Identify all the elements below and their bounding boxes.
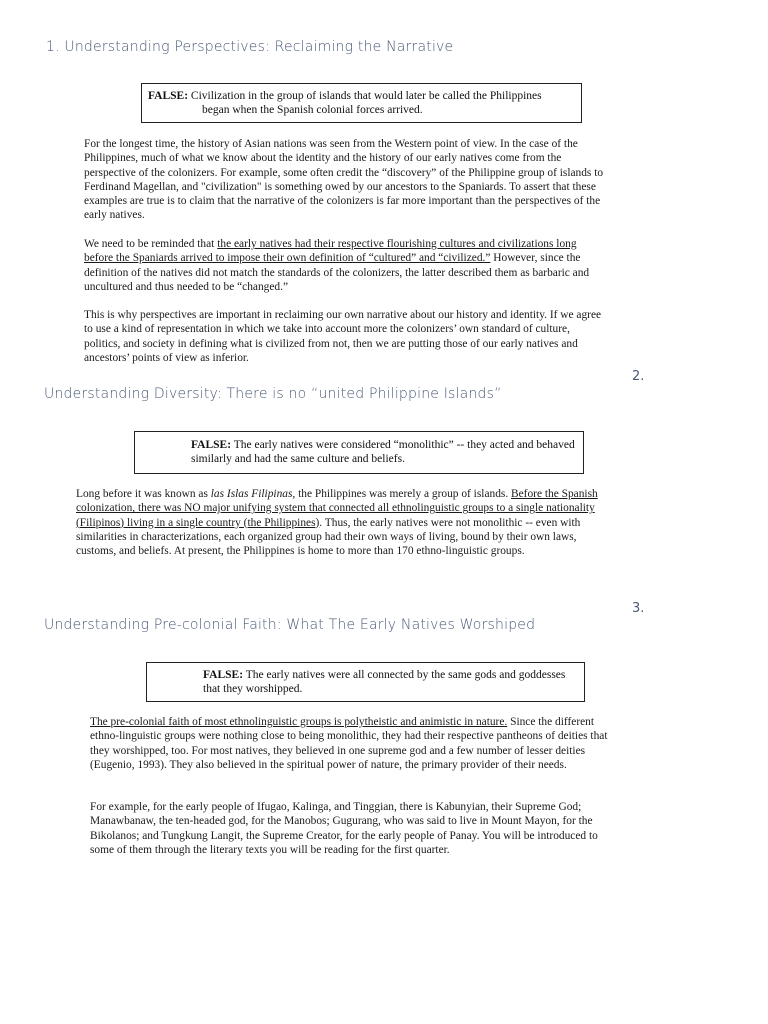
false-statement: The early natives were considered “monolithic” -- they acted and behaved similarly and had the same culture and beliefs. (191, 439, 575, 465)
section1-heading: 1. Understanding Perspectives: Reclaiming the Narrative (46, 39, 454, 55)
section3-number: 3. (632, 601, 645, 616)
section2-heading: Understanding Diversity: There is no “united Philippine Islands” (44, 386, 502, 402)
false-statement-line2: began when the Spanish colonial forces arrived. (202, 104, 423, 116)
underlined-claim: The pre-colonial faith of most ethnolinguistic groups is polytheistic and animistic in nature. (90, 716, 508, 728)
section3-heading: Understanding Pre-colonial Faith: What The Early Natives Worshiped (44, 617, 536, 633)
underlined-claim: Before the Spanish colonization, there was NO major unifying system that connected all ethnolinguistic groups to a single nationality (Filipinos) living in a single country (the Philippines) (76, 488, 598, 529)
section2-false-box (134, 431, 584, 474)
section2-number: 2. (632, 369, 645, 384)
section1-false-box (141, 83, 582, 123)
false-statement-line1: Civilization in the group of islands that would later be called the Philippines (190, 90, 542, 102)
section3-paragraph-2: For example, for the early people of Ifugao, Kalinga, and Tinggian, there is Kabunyian, their Supreme God; Manawbanaw, the ten-headed god, for the Manobos; Gugurang, who was said to live in Mount Mayon, for the Bikolanos; and Tungkung Langit, the Supreme Creator, for the early people of Panay. You will be introduced to some of them through the literary texts you will be reading for the first quarter. (90, 801, 598, 856)
underlined-claim: the early natives had their respective flourishing cultures and civilizations long before the Spaniards arrived to impose their own definition of “cultured” and “civilized.” (84, 238, 577, 265)
section1-paragraph-2: We need to be reminded that the early natives had their respective flourishing cultures and civilizations long before the Spaniards arrived to impose their own definition of “cultured” and “civilized.” However, since the definition of the natives did not match the standards of the colonizers, the latter described them as barbaric and uncultured and thus needed to be “changed.” (84, 238, 590, 293)
section3-false-box (146, 662, 585, 702)
false-label: FALSE: (191, 439, 232, 451)
section1-paragraph-1: For the longest time, the history of Asian nations was seen from the Western point of view. In the case of the Philippines, much of what we know about the identity and the history of our early natives come from the perspective of the colonizers. For example, some often credit the “discovery” of the Philippine group of islands to Ferdinand Magellan, and "civilization" is something owed by our ancestors to the Spaniards. To assert that these examples are true is to claim that the narrative of the colonizers is far more important than the perspectives of the early natives. (84, 138, 604, 222)
false-label: FALSE: (148, 90, 189, 102)
false-statement: The early natives were all connected by the same gods and goddesses that they worshipped. (203, 669, 566, 695)
section1-paragraph-3: This is why perspectives are important in reclaiming our own narrative about our history and identity. If we agree to use a kind of representation in which we take into account more the colonizers’ own standard of culture, politics, and society in defining what is civilized from not, then we are putting those of our early natives and ancestors’ points of view as inferior. (84, 309, 602, 364)
section3-paragraph-1: The pre-colonial faith of most ethnolinguistic groups is polytheistic and animistic in nature. Since the different ethno-linguistic groups were nothing close to being monolithic, they had their respective pantheons of deities that they worshipped, too. For most natives, they believed in one supreme god and a few number of lesser deities (Eugenio, 1993). They also believed in the spiritual power of nature, the primary provider of their needs. (90, 716, 608, 771)
section2-paragraph: Long before it was known as las Islas Filipinas, the Philippines was merely a group of islands. Before the Spanish colonization, there was NO major unifying system that connected all ethnolinguistic groups to a single nationality (Filipinos) living in a single country (the Philippines). Thus, the early natives were not monolithic -- even with similarities in characterizations, each organized group had their own ways of living, bound by their own laws, customs, and beliefs. At present, the Philippines is home to more than 170 ethno-linguistic groups. (76, 488, 598, 558)
false-label: FALSE: (203, 669, 244, 681)
